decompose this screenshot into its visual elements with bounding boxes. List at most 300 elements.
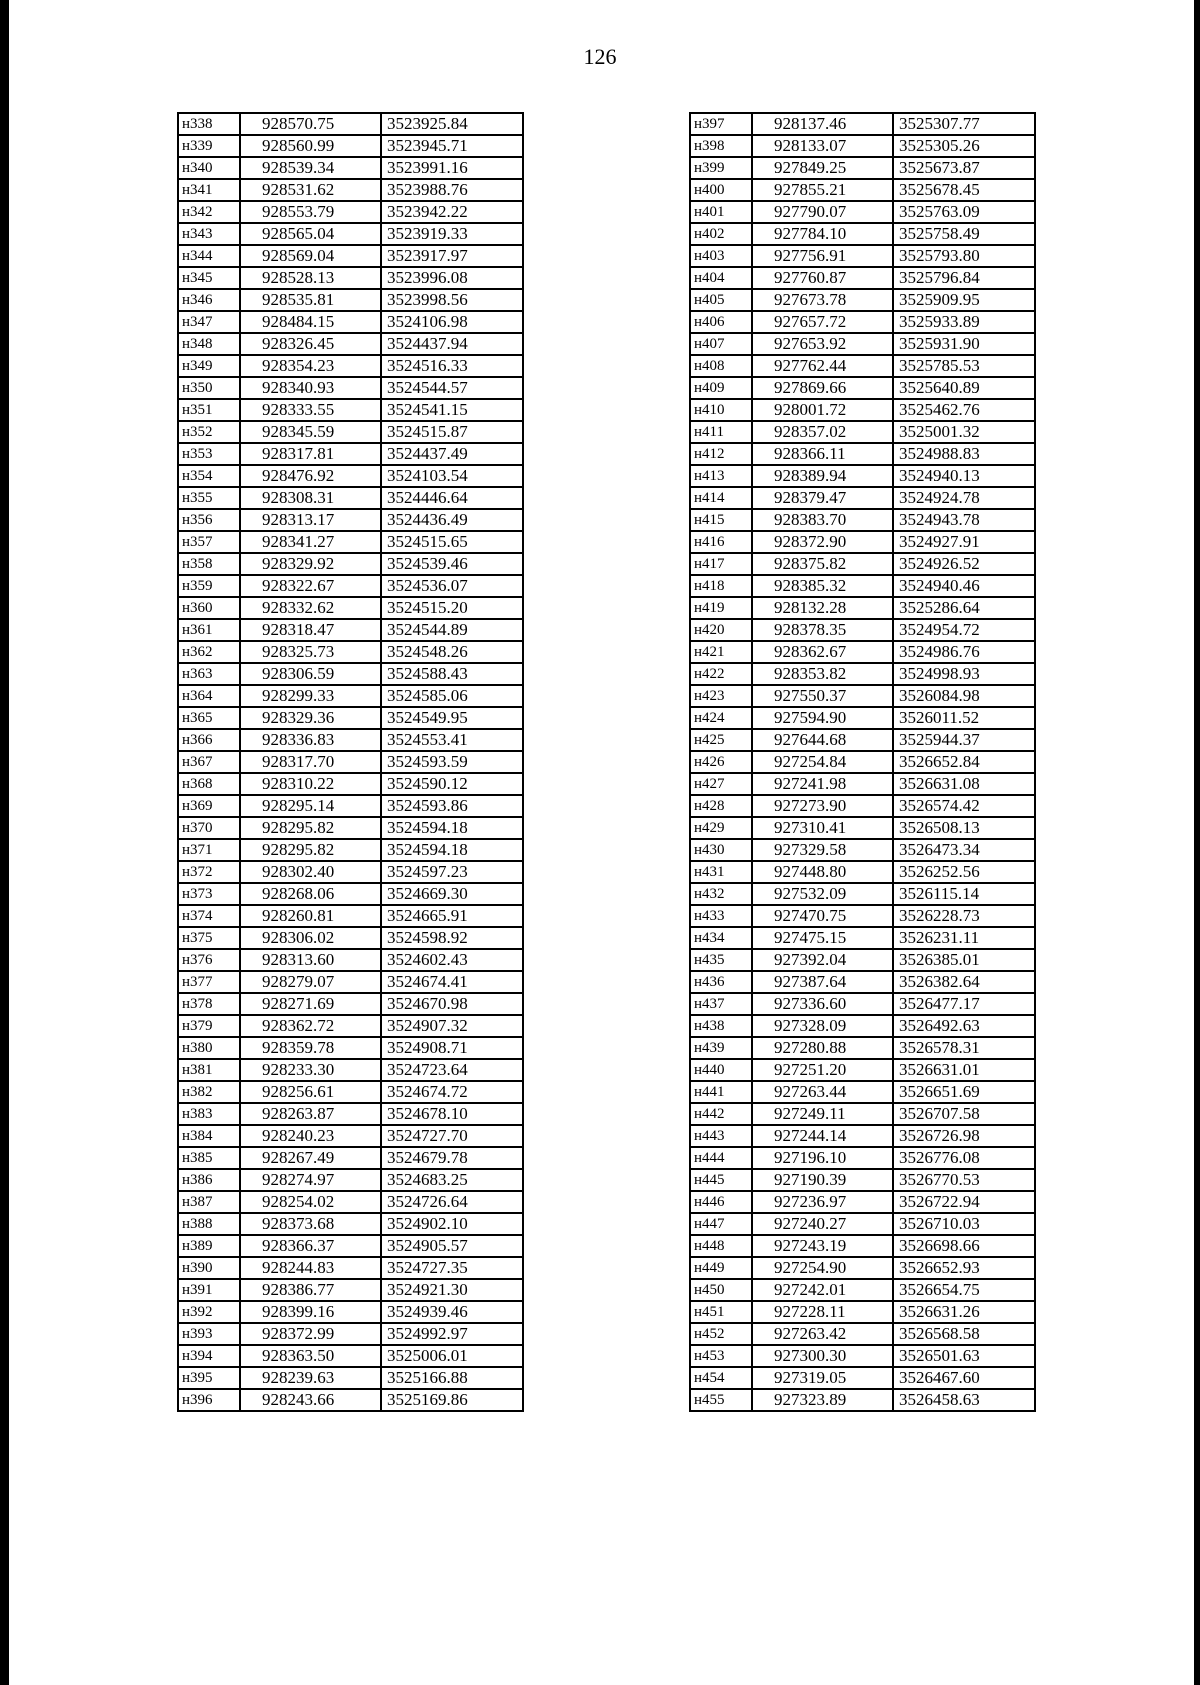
table-row [178,465,523,487]
x-coordinate-cell: 928357.02 [752,421,893,443]
y-coordinate-cell: 3523919.33 [381,223,523,245]
point-id-cell: н379 [178,1015,240,1037]
point-id-cell: н343 [178,223,240,245]
y-coordinate-cell: 3524905.57 [381,1235,523,1257]
x-coordinate-cell: 928133.07 [752,135,893,157]
y-coordinate-cell: 3524727.70 [381,1125,523,1147]
y-coordinate-cell: 3526011.52 [893,707,1035,729]
x-coordinate-cell: 927251.20 [752,1059,893,1081]
y-coordinate-cell: 3524548.26 [381,641,523,663]
y-coordinate-cell: 3524598.92 [381,927,523,949]
table-row [178,421,523,443]
point-id-cell: н352 [178,421,240,443]
table-row [178,839,523,861]
point-id-cell: н354 [178,465,240,487]
table-row [690,201,1035,223]
x-coordinate-cell: 928362.72 [240,1015,381,1037]
x-coordinate-cell: 927532.09 [752,883,893,905]
y-coordinate-cell: 3524516.33 [381,355,523,377]
point-id-cell: н390 [178,1257,240,1279]
table-row [690,179,1035,201]
x-coordinate-cell: 928570.75 [240,113,381,135]
x-coordinate-cell: 928354.23 [240,355,381,377]
x-coordinate-cell: 928271.69 [240,993,381,1015]
table-row [690,377,1035,399]
point-id-cell: н430 [690,839,752,861]
x-coordinate-cell: 927784.10 [752,223,893,245]
y-coordinate-cell: 3526631.01 [893,1059,1035,1081]
x-coordinate-cell: 928362.67 [752,641,893,663]
table-row [178,1125,523,1147]
point-id-cell: н395 [178,1367,240,1389]
point-id-cell: н445 [690,1169,752,1191]
x-coordinate-cell: 928569.04 [240,245,381,267]
x-coordinate-cell: 928001.72 [752,399,893,421]
x-coordinate-cell: 928484.15 [240,311,381,333]
table-row [690,993,1035,1015]
y-coordinate-cell: 3524998.93 [893,663,1035,685]
x-coordinate-cell: 927475.15 [752,927,893,949]
y-coordinate-cell: 3524594.18 [381,817,523,839]
table-row [178,157,523,179]
point-id-cell: н345 [178,267,240,289]
table-row [690,817,1035,839]
table-row [178,729,523,751]
x-coordinate-cell: 928353.82 [752,663,893,685]
y-coordinate-cell: 3524924.78 [893,487,1035,509]
table-row [690,1169,1035,1191]
point-id-cell: н348 [178,333,240,355]
x-coordinate-cell: 928244.83 [240,1257,381,1279]
point-id-cell: н434 [690,927,752,949]
table-row [690,355,1035,377]
y-coordinate-cell: 3524678.10 [381,1103,523,1125]
point-id-cell: н455 [690,1389,752,1411]
x-coordinate-cell: 927196.10 [752,1147,893,1169]
y-coordinate-cell: 3524902.10 [381,1213,523,1235]
point-id-cell: н426 [690,751,752,773]
table-row [690,1191,1035,1213]
table-row [690,245,1035,267]
point-id-cell: н357 [178,531,240,553]
y-coordinate-cell: 3524585.06 [381,685,523,707]
table-row [690,1037,1035,1059]
point-id-cell: н373 [178,883,240,905]
y-coordinate-cell: 3523945.71 [381,135,523,157]
table-row [690,223,1035,245]
point-id-cell: н351 [178,399,240,421]
table-row [690,751,1035,773]
x-coordinate-cell: 928336.83 [240,729,381,751]
y-coordinate-cell: 3526458.63 [893,1389,1035,1411]
point-id-cell: н366 [178,729,240,751]
x-coordinate-cell: 928132.28 [752,597,893,619]
y-coordinate-cell: 3526467.60 [893,1367,1035,1389]
x-coordinate-cell: 928137.46 [752,113,893,135]
table-row [690,113,1035,135]
point-id-cell: н368 [178,773,240,795]
table-row [690,1257,1035,1279]
coordinates-table-right [689,112,1036,1412]
y-coordinate-cell: 3526710.03 [893,1213,1035,1235]
x-coordinate-cell: 928528.13 [240,267,381,289]
x-coordinate-cell: 928332.62 [240,597,381,619]
y-coordinate-cell: 3526651.69 [893,1081,1035,1103]
point-id-cell: н387 [178,1191,240,1213]
point-id-cell: н432 [690,883,752,905]
table-row [690,1103,1035,1125]
x-coordinate-cell: 928263.87 [240,1103,381,1125]
y-coordinate-cell: 3525307.77 [893,113,1035,135]
point-id-cell: н425 [690,729,752,751]
table-row [178,883,523,905]
x-coordinate-cell: 928389.94 [752,465,893,487]
point-id-cell: н429 [690,817,752,839]
y-coordinate-cell: 3526473.34 [893,839,1035,861]
y-coordinate-cell: 3524727.35 [381,1257,523,1279]
table-row [178,1235,523,1257]
y-coordinate-cell: 3525909.95 [893,289,1035,311]
x-coordinate-cell: 928243.66 [240,1389,381,1411]
point-id-cell: н433 [690,905,752,927]
point-id-cell: н355 [178,487,240,509]
point-id-cell: н441 [690,1081,752,1103]
y-coordinate-cell: 3524927.91 [893,531,1035,553]
y-coordinate-cell: 3526508.13 [893,817,1035,839]
y-coordinate-cell: 3526707.58 [893,1103,1035,1125]
point-id-cell: н406 [690,311,752,333]
table-row [178,487,523,509]
point-id-cell: н443 [690,1125,752,1147]
table-row [690,1235,1035,1257]
point-id-cell: н339 [178,135,240,157]
y-coordinate-cell: 3524594.18 [381,839,523,861]
point-id-cell: н428 [690,795,752,817]
point-id-cell: н409 [690,377,752,399]
x-coordinate-cell: 928373.68 [240,1213,381,1235]
point-id-cell: н407 [690,333,752,355]
x-coordinate-cell: 927550.37 [752,685,893,707]
table-row [178,971,523,993]
x-coordinate-cell: 927594.90 [752,707,893,729]
x-coordinate-cell: 928295.82 [240,839,381,861]
y-coordinate-cell: 3524939.46 [381,1301,523,1323]
y-coordinate-cell: 3525763.09 [893,201,1035,223]
x-coordinate-cell: 928317.70 [240,751,381,773]
y-coordinate-cell: 3524536.07 [381,575,523,597]
point-id-cell: н392 [178,1301,240,1323]
table-row [178,1367,523,1389]
point-id-cell: н431 [690,861,752,883]
point-id-cell: н424 [690,707,752,729]
x-coordinate-cell: 928333.55 [240,399,381,421]
point-id-cell: н356 [178,509,240,531]
x-coordinate-cell: 928329.36 [240,707,381,729]
x-coordinate-cell: 927240.27 [752,1213,893,1235]
table-row [178,355,523,377]
x-coordinate-cell: 927657.72 [752,311,893,333]
table-row [690,1059,1035,1081]
x-coordinate-cell: 928239.63 [240,1367,381,1389]
y-coordinate-cell: 3524106.98 [381,311,523,333]
table-row [178,1389,523,1411]
x-coordinate-cell: 928340.93 [240,377,381,399]
y-coordinate-cell: 3524674.72 [381,1081,523,1103]
x-coordinate-cell: 927323.89 [752,1389,893,1411]
point-id-cell: н347 [178,311,240,333]
table-row [178,575,523,597]
point-id-cell: н419 [690,597,752,619]
x-coordinate-cell: 927263.42 [752,1323,893,1345]
y-coordinate-cell: 3524103.54 [381,465,523,487]
y-coordinate-cell: 3524539.46 [381,553,523,575]
x-coordinate-cell: 927448.80 [752,861,893,883]
x-coordinate-cell: 928366.11 [752,443,893,465]
point-id-cell: н454 [690,1367,752,1389]
point-id-cell: н338 [178,113,240,135]
point-id-cell: н440 [690,1059,752,1081]
table-row [690,861,1035,883]
point-id-cell: н346 [178,289,240,311]
point-id-cell: н405 [690,289,752,311]
y-coordinate-cell: 3526652.93 [893,1257,1035,1279]
x-coordinate-cell: 928363.50 [240,1345,381,1367]
point-id-cell: н340 [178,157,240,179]
point-id-cell: н375 [178,927,240,949]
y-coordinate-cell: 3526578.31 [893,1037,1035,1059]
table-row [178,135,523,157]
x-coordinate-cell: 927242.01 [752,1279,893,1301]
x-coordinate-cell: 927273.90 [752,795,893,817]
table-row [178,1081,523,1103]
table-row [690,1279,1035,1301]
table-row [690,1367,1035,1389]
table-row [178,905,523,927]
table-row [178,597,523,619]
table-row [690,971,1035,993]
table-row [178,179,523,201]
point-id-cell: н369 [178,795,240,817]
table-row [690,707,1035,729]
y-coordinate-cell: 3525931.90 [893,333,1035,355]
y-coordinate-cell: 3525286.64 [893,597,1035,619]
y-coordinate-cell: 3526631.08 [893,773,1035,795]
y-coordinate-cell: 3524670.98 [381,993,523,1015]
point-id-cell: н341 [178,179,240,201]
point-id-cell: н422 [690,663,752,685]
x-coordinate-cell: 927236.97 [752,1191,893,1213]
x-coordinate-cell: 928560.99 [240,135,381,157]
point-id-cell: н380 [178,1037,240,1059]
y-coordinate-cell: 3525933.89 [893,311,1035,333]
point-id-cell: н382 [178,1081,240,1103]
point-id-cell: н411 [690,421,752,443]
x-coordinate-cell: 927760.87 [752,267,893,289]
point-id-cell: н403 [690,245,752,267]
x-coordinate-cell: 927244.14 [752,1125,893,1147]
coordinates-table-left [177,112,524,1412]
table-row [690,883,1035,905]
y-coordinate-cell: 3524593.86 [381,795,523,817]
point-id-cell: н442 [690,1103,752,1125]
x-coordinate-cell: 928254.02 [240,1191,381,1213]
table-row [690,509,1035,531]
y-coordinate-cell: 3526501.63 [893,1345,1035,1367]
y-coordinate-cell: 3524908.71 [381,1037,523,1059]
x-coordinate-cell: 928372.99 [240,1323,381,1345]
y-coordinate-cell: 3525305.26 [893,135,1035,157]
y-coordinate-cell: 3525678.45 [893,179,1035,201]
y-coordinate-cell: 3524943.78 [893,509,1035,531]
x-coordinate-cell: 928378.35 [752,619,893,641]
point-id-cell: н367 [178,751,240,773]
y-coordinate-cell: 3525793.80 [893,245,1035,267]
table-row [178,795,523,817]
point-id-cell: н361 [178,619,240,641]
point-id-cell: н423 [690,685,752,707]
x-coordinate-cell: 927790.07 [752,201,893,223]
table-row [690,333,1035,355]
table-row [690,663,1035,685]
table-row [178,509,523,531]
point-id-cell: н416 [690,531,752,553]
x-coordinate-cell: 928306.59 [240,663,381,685]
table-row [690,1147,1035,1169]
point-id-cell: н396 [178,1389,240,1411]
table-row [178,861,523,883]
y-coordinate-cell: 3524907.32 [381,1015,523,1037]
x-coordinate-cell: 927254.84 [752,751,893,773]
x-coordinate-cell: 927849.25 [752,157,893,179]
y-coordinate-cell: 3525001.32 [893,421,1035,443]
table-row [690,1345,1035,1367]
table-row [178,1345,523,1367]
scan-border-right [1194,0,1200,1685]
table-row [178,531,523,553]
table-row [178,707,523,729]
y-coordinate-cell: 3524683.25 [381,1169,523,1191]
table-row [690,487,1035,509]
x-coordinate-cell: 928310.22 [240,773,381,795]
point-id-cell: н399 [690,157,752,179]
table-row [178,289,523,311]
y-coordinate-cell: 3524437.94 [381,333,523,355]
y-coordinate-cell: 3524437.49 [381,443,523,465]
point-id-cell: н365 [178,707,240,729]
y-coordinate-cell: 3526568.58 [893,1323,1035,1345]
y-coordinate-cell: 3524590.12 [381,773,523,795]
table-row [690,1323,1035,1345]
point-id-cell: н435 [690,949,752,971]
table-row [178,1279,523,1301]
point-id-cell: н378 [178,993,240,1015]
table-row [178,113,523,135]
y-coordinate-cell: 3526252.56 [893,861,1035,883]
table-row [690,157,1035,179]
y-coordinate-cell: 3526477.17 [893,993,1035,1015]
table-row [178,377,523,399]
x-coordinate-cell: 928260.81 [240,905,381,927]
point-id-cell: н436 [690,971,752,993]
point-id-cell: н400 [690,179,752,201]
x-coordinate-cell: 928379.47 [752,487,893,509]
table-row [690,421,1035,443]
x-coordinate-cell: 927190.39 [752,1169,893,1191]
y-coordinate-cell: 3524515.20 [381,597,523,619]
point-id-cell: н371 [178,839,240,861]
table-row [178,1147,523,1169]
x-coordinate-cell: 928256.61 [240,1081,381,1103]
table-row [178,1015,523,1037]
table-row [178,685,523,707]
point-id-cell: н453 [690,1345,752,1367]
x-coordinate-cell: 928565.04 [240,223,381,245]
y-coordinate-cell: 3525166.88 [381,1367,523,1389]
x-coordinate-cell: 927280.88 [752,1037,893,1059]
x-coordinate-cell: 928313.17 [240,509,381,531]
y-coordinate-cell: 3524926.52 [893,553,1035,575]
x-coordinate-cell: 927470.75 [752,905,893,927]
point-id-cell: н408 [690,355,752,377]
table-row [178,553,523,575]
y-coordinate-cell: 3526492.63 [893,1015,1035,1037]
x-coordinate-cell: 927328.09 [752,1015,893,1037]
table-row [690,531,1035,553]
y-coordinate-cell: 3523942.22 [381,201,523,223]
table-row [690,1301,1035,1323]
y-coordinate-cell: 3524679.78 [381,1147,523,1169]
table-row [178,773,523,795]
y-coordinate-cell: 3524992.97 [381,1323,523,1345]
point-id-cell: н439 [690,1037,752,1059]
y-coordinate-cell: 3524674.41 [381,971,523,993]
scan-border-left [0,0,9,1685]
table-row [178,619,523,641]
y-coordinate-cell: 3524921.30 [381,1279,523,1301]
y-coordinate-cell: 3524602.43 [381,949,523,971]
table-row [690,267,1035,289]
y-coordinate-cell: 3524515.87 [381,421,523,443]
y-coordinate-cell: 3526228.73 [893,905,1035,927]
x-coordinate-cell: 927855.21 [752,179,893,201]
x-coordinate-cell: 928399.16 [240,1301,381,1323]
table-row [690,597,1035,619]
table-row [690,773,1035,795]
y-coordinate-cell: 3525758.49 [893,223,1035,245]
y-coordinate-cell: 3525944.37 [893,729,1035,751]
table-row [178,1191,523,1213]
x-coordinate-cell: 927249.11 [752,1103,893,1125]
y-coordinate-cell: 3526382.64 [893,971,1035,993]
table-row [690,1125,1035,1147]
y-coordinate-cell: 3524593.59 [381,751,523,773]
y-coordinate-cell: 3526726.98 [893,1125,1035,1147]
x-coordinate-cell: 928372.90 [752,531,893,553]
point-id-cell: н377 [178,971,240,993]
table-row [690,905,1035,927]
y-coordinate-cell: 3524665.91 [381,905,523,927]
table-row [690,1213,1035,1235]
table-row [178,267,523,289]
x-coordinate-cell: 928299.33 [240,685,381,707]
table-row [690,729,1035,751]
x-coordinate-cell: 927336.60 [752,993,893,1015]
point-id-cell: н410 [690,399,752,421]
y-coordinate-cell: 3526722.94 [893,1191,1035,1213]
table-row [690,575,1035,597]
table-row [690,465,1035,487]
table-row [690,685,1035,707]
